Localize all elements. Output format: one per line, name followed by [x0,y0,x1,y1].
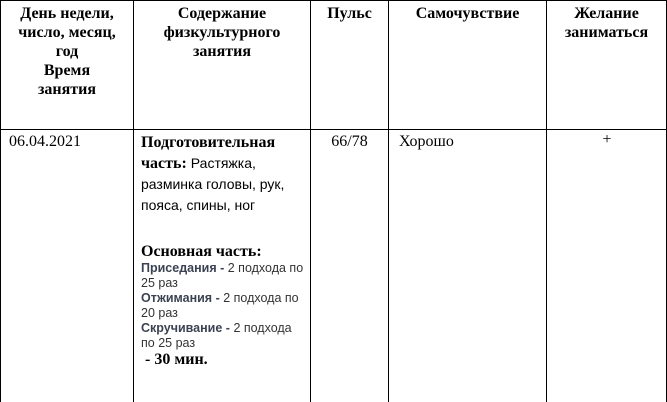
duration-total: - 30 мин. [145,351,208,368]
cell-content [141,132,307,369]
exercise-detail: 2 подхода по 20 раз [141,291,299,320]
exercise-item [141,321,307,351]
header-date: День недели, число, месяц, год Время занятия [18,5,116,98]
cell-feeling: Хорошо [399,133,454,150]
header-feeling: Самочувствие [415,5,520,22]
header-pulse: Пульс [327,5,372,22]
header-desire: Желание заниматься [564,5,649,41]
exercise-name: Приседания - [141,261,225,275]
prep-text: Растяжка, разминка головы, рук, пояса, спины, ног [141,155,285,213]
prep-title: Подготовительная часть: [141,134,276,172]
header-divider [0,129,667,130]
cell-date: 06.04.2021 [9,133,81,150]
column-divider [388,0,389,402]
cell-desire: + [602,131,612,148]
column-divider [546,0,547,402]
exercise-name: Скручивание - [141,321,230,335]
exercise-name: Отжимания - [141,291,220,305]
exercise-detail: 2 подхода по 25 раз [141,321,292,350]
table-border-top [0,0,667,1]
exercise-detail: 2 подхода по 25 раз [141,261,304,290]
cell-pulse: 66/78 [331,133,368,150]
exercise-item [141,291,307,321]
header-content: Содержание физкультурного занятия [163,5,281,60]
column-divider [310,0,311,402]
main-title: Основная часть: [141,243,262,260]
exercise-item [141,261,307,291]
